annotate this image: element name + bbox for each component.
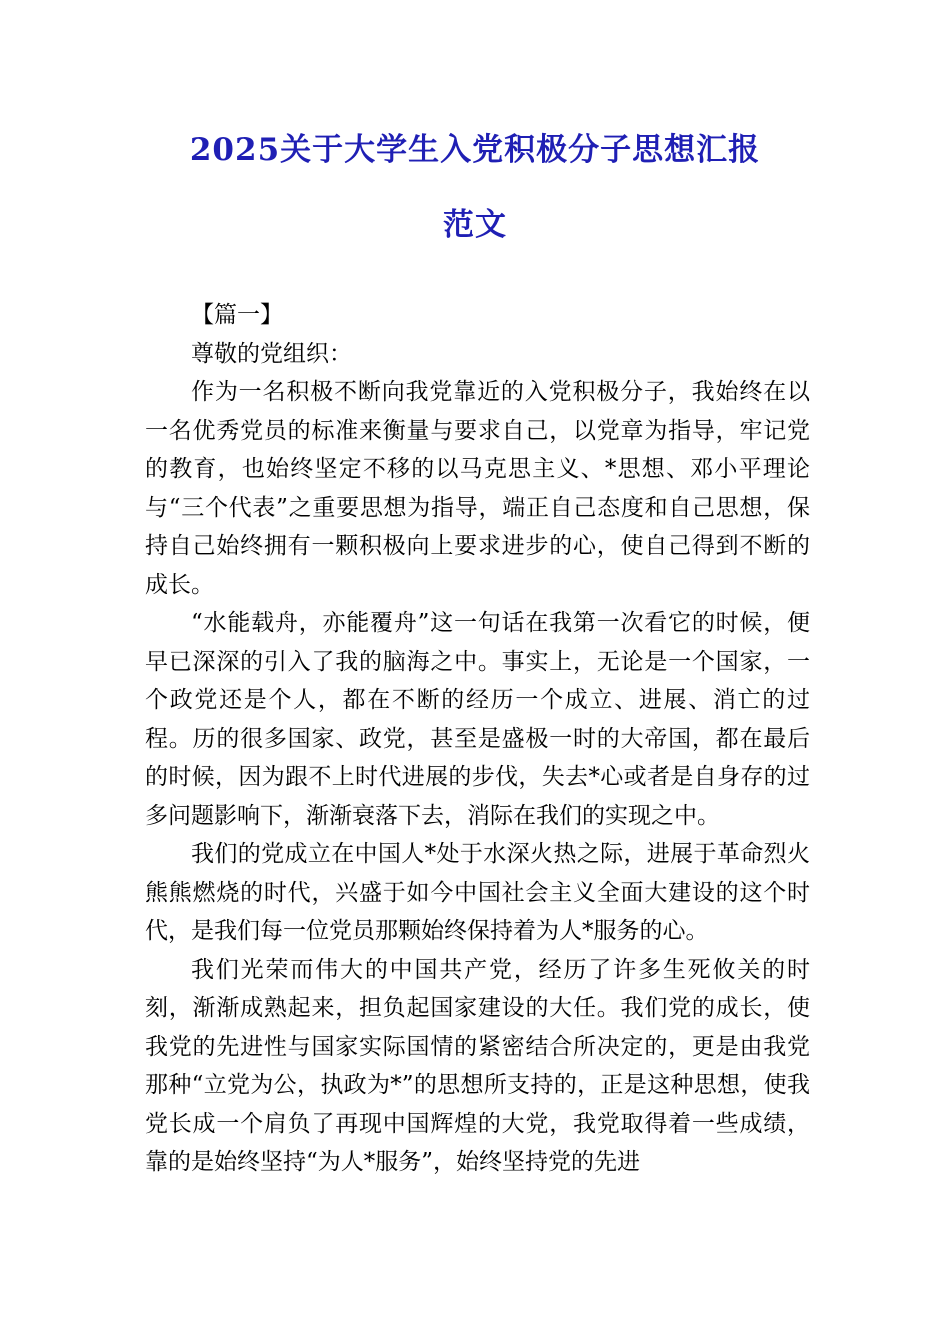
document-body [145, 296, 810, 1182]
document-title-line-2: 范文 [443, 207, 507, 243]
paragraph-3: 我们的党成立在中国人*处于水深火热之际，进展于革命烈火熊熊燃烧的时代，兴盛于如今中国社会主义全面大建设的这个时代，是我们每一位党员那颗始终保持着为人*服务的心。 [145, 841, 810, 944]
salutation: 尊敬的党组织： [191, 340, 352, 367]
paragraph-4: 我们光荣而伟大的中国共产党，经历了许多生死攸关的时刻，渐渐成熟起来，担负起国家建设的大任。我们党的成长，使我党的先进性与国家实际国情的紧密结合所决定的，更是由我党那种“立党为公，执政为*”的思想所支持的，正是这种思想，使我党长成一个肩负了再现中国辉煌的大党，我党取得着一些成绩，靠的是始终坚持“为人*服务”，始终坚持党的先进 [145, 956, 810, 1175]
section-label: 【篇一】 [191, 302, 283, 328]
document-title-line-1: 2025关于大学生入党积极分子思想汇报 [189, 132, 761, 168]
paragraph-1: 作为一名积极不断向我党靠近的入党积极分子，我始终在以一名优秀党员的标准来衡量与要求自己，以党章为指导，牢记党的教育，也始终坚定不移的以马克思主义、*思想、邓小平理论与“三个代表”之重要思想为指导，端正自己态度和自己思想，保持自己始终拥有一颗积极向上要求进步的心，使自己得到不断的成长。 [145, 379, 810, 598]
paragraph-2: “水能载舟，亦能覆舟”这一句话在我第一次看它的时候，便早已深深的引入了我的脑海之中。事实上，无论是一个国家，一个政党还是个人，都在不断的经历一个成立、进展、消亡的过程。历的很多国家、政党，甚至是盛极一时的大帝国，都在最后的时候，因为跟不上时代进展的步伐，失去*心或者是自身存的过多问题影响下，渐渐衰落下去，消际在我们的实现之中。 [145, 610, 810, 829]
